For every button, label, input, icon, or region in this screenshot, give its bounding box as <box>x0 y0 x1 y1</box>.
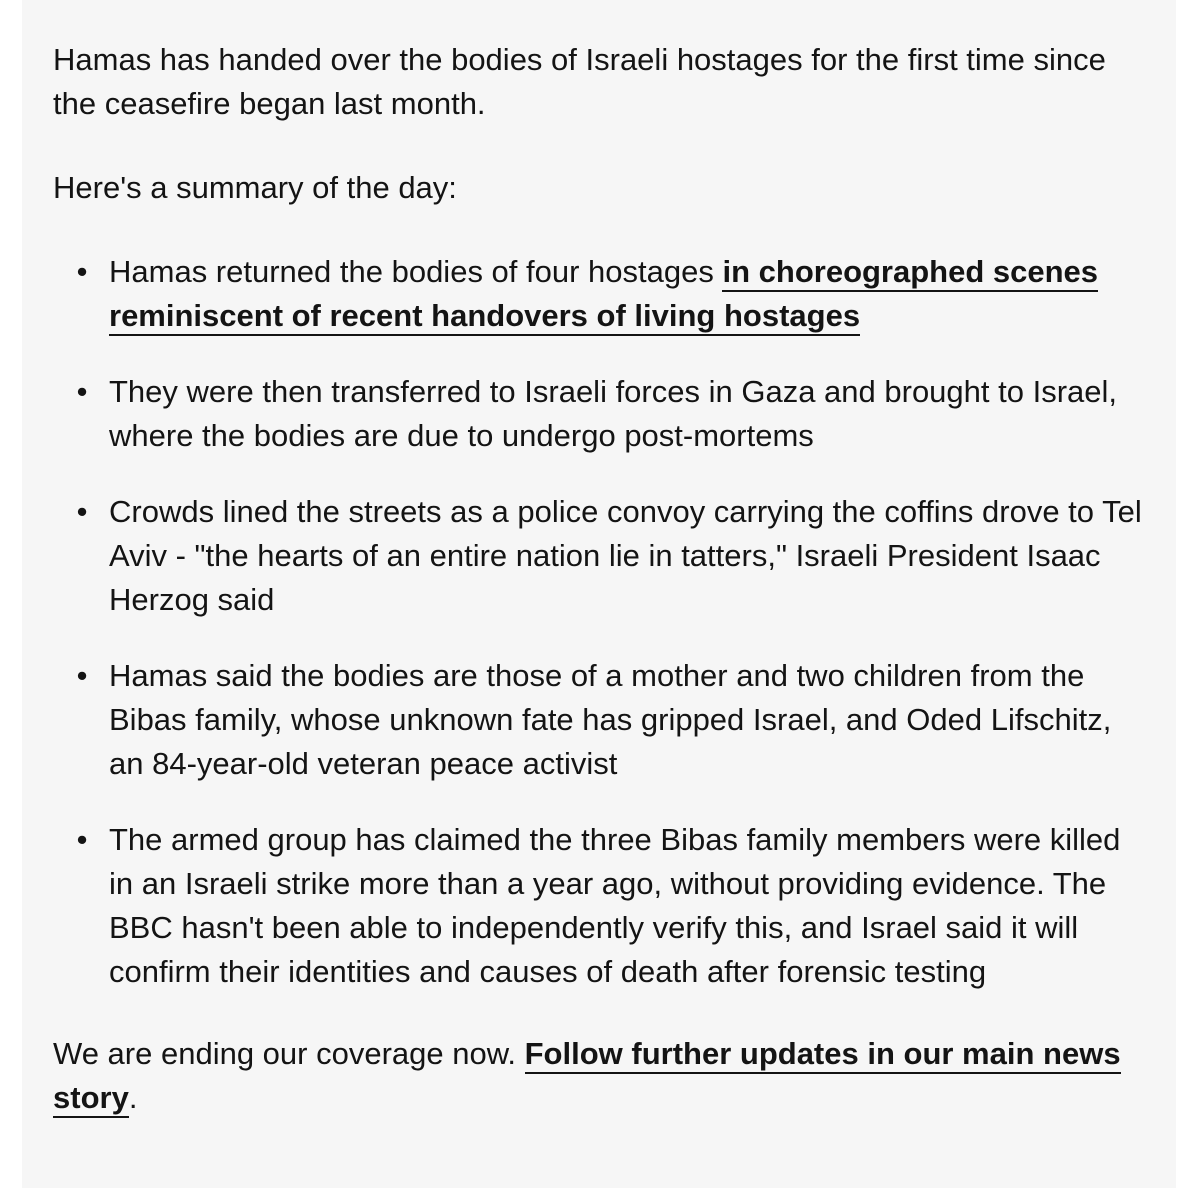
summary-list <box>53 250 1146 994</box>
bullet-icon: • <box>76 254 88 289</box>
bullet-icon: • <box>76 822 88 857</box>
list-item <box>53 818 1146 994</box>
list-item <box>53 654 1146 786</box>
closing-paragraph <box>53 1032 1146 1120</box>
list-item-text: The armed group has claimed the three Bibas family members were killed in an Israeli strike more than a year ago, without providing evidence. The BBC hasn't been able to independently verify this, and Israel said it will confirm their identities and causes of death after forensic testing <box>109 822 1121 989</box>
bullet-icon: • <box>76 658 88 693</box>
closing-text: We are ending our coverage now. <box>53 1036 525 1071</box>
bullet-icon: • <box>76 494 88 529</box>
list-item-text: Hamas said the bodies are those of a mother and two children from the Bibas family, whose unknown fate has gripped Israel, and Oded Lifschitz, an 84-year-old veteran peace activist <box>109 658 1112 781</box>
list-item <box>53 370 1146 458</box>
choreographed-scenes-link[interactable]: in choreographed scenes reminiscent of recent handovers of living hostages <box>109 254 1098 336</box>
bullet-icon: • <box>76 374 88 409</box>
list-item <box>53 250 1146 338</box>
list-item-text: They were then transferred to Israeli forces in Gaza and brought to Israel, where the bodies are due to undergo post-mortems <box>109 374 1118 453</box>
main-news-story-link[interactable]: Follow further updates in our main news story <box>53 1036 1121 1118</box>
live-summary-card <box>22 0 1176 1188</box>
intro-paragraph: Hamas has handed over the bodies of Israeli hostages for the first time since the ceasefire began last month. <box>53 42 1106 121</box>
closing-end: . <box>128 1080 138 1115</box>
list-item-text: Hamas returned the bodies of four hostages <box>109 254 723 289</box>
list-item <box>53 490 1146 622</box>
summary-lead: Here's a summary of the day: <box>53 170 457 205</box>
list-item-text: Crowds lined the streets as a police convoy carrying the coffins drove to Tel Aviv - "the hearts of an entire nation lie in tatters," Israeli President Isaac Herzog said <box>109 494 1142 617</box>
